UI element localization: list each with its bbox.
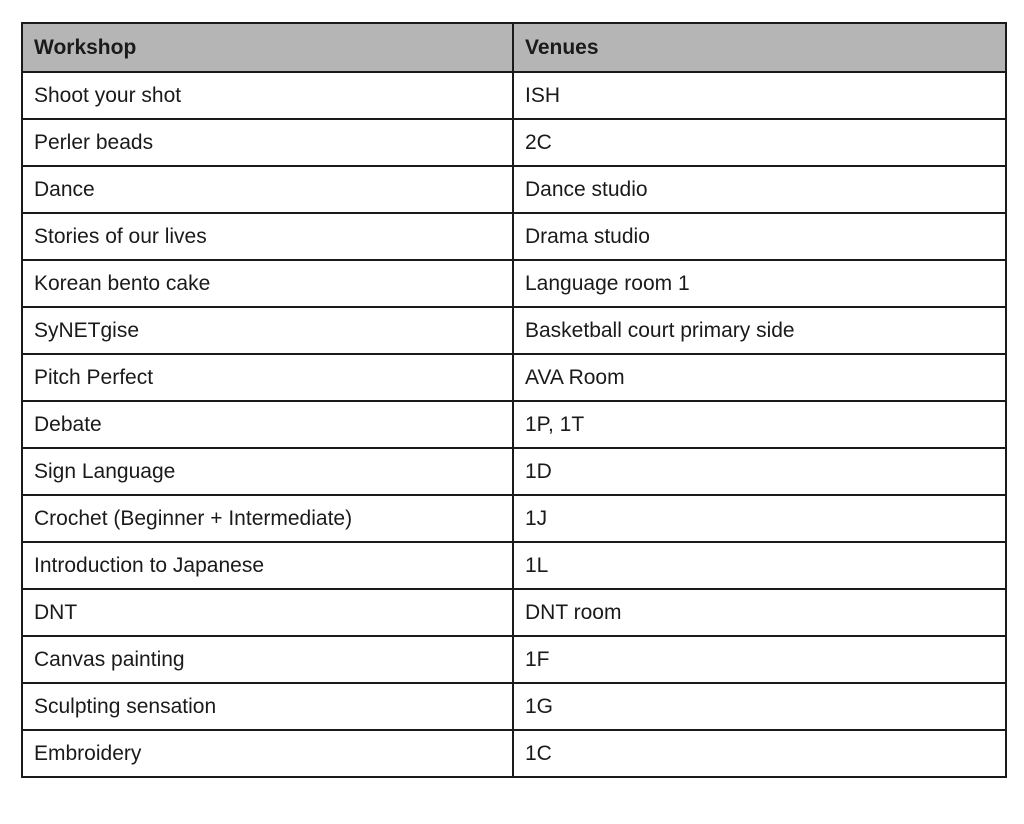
table-row	[22, 542, 1006, 589]
cell-workshop: Pitch Perfect	[22, 354, 513, 401]
cell-workshop: Crochet (Beginner + Intermediate)	[22, 495, 513, 542]
table-header-row	[22, 23, 1006, 72]
table-row	[22, 260, 1006, 307]
table-row	[22, 401, 1006, 448]
cell-venue: 1P, 1T	[513, 401, 1006, 448]
table-row	[22, 589, 1006, 636]
table-row	[22, 307, 1006, 354]
cell-venue: Drama studio	[513, 213, 1006, 260]
cell-workshop: DNT	[22, 589, 513, 636]
workshop-venue-table	[21, 22, 1007, 778]
cell-venue: Dance studio	[513, 166, 1006, 213]
table-row	[22, 636, 1006, 683]
cell-workshop: SyNETgise	[22, 307, 513, 354]
cell-workshop: Canvas painting	[22, 636, 513, 683]
cell-workshop: Perler beads	[22, 119, 513, 166]
cell-venue: Basketball court primary side	[513, 307, 1006, 354]
cell-venue: Language room 1	[513, 260, 1006, 307]
cell-venue: DNT room	[513, 589, 1006, 636]
cell-workshop: Korean bento cake	[22, 260, 513, 307]
table-row	[22, 448, 1006, 495]
table-row	[22, 354, 1006, 401]
table-row	[22, 213, 1006, 260]
cell-venue: ISH	[513, 72, 1006, 119]
table-body	[22, 72, 1006, 777]
cell-venue: 1F	[513, 636, 1006, 683]
header-venues: Venues	[513, 23, 1006, 72]
cell-workshop: Embroidery	[22, 730, 513, 777]
cell-workshop: Stories of our lives	[22, 213, 513, 260]
cell-venue: 1J	[513, 495, 1006, 542]
table-row	[22, 683, 1006, 730]
cell-workshop: Introduction to Japanese	[22, 542, 513, 589]
cell-venue: 2C	[513, 119, 1006, 166]
table-row	[22, 495, 1006, 542]
table-row	[22, 166, 1006, 213]
table-row	[22, 730, 1006, 777]
cell-workshop: Dance	[22, 166, 513, 213]
cell-venue: AVA Room	[513, 354, 1006, 401]
cell-workshop: Sculpting sensation	[22, 683, 513, 730]
table-row	[22, 119, 1006, 166]
cell-workshop: Shoot your shot	[22, 72, 513, 119]
header-workshop: Workshop	[22, 23, 513, 72]
cell-workshop: Sign Language	[22, 448, 513, 495]
cell-venue: 1G	[513, 683, 1006, 730]
cell-workshop: Debate	[22, 401, 513, 448]
cell-venue: 1D	[513, 448, 1006, 495]
table-row	[22, 72, 1006, 119]
cell-venue: 1C	[513, 730, 1006, 777]
cell-venue: 1L	[513, 542, 1006, 589]
